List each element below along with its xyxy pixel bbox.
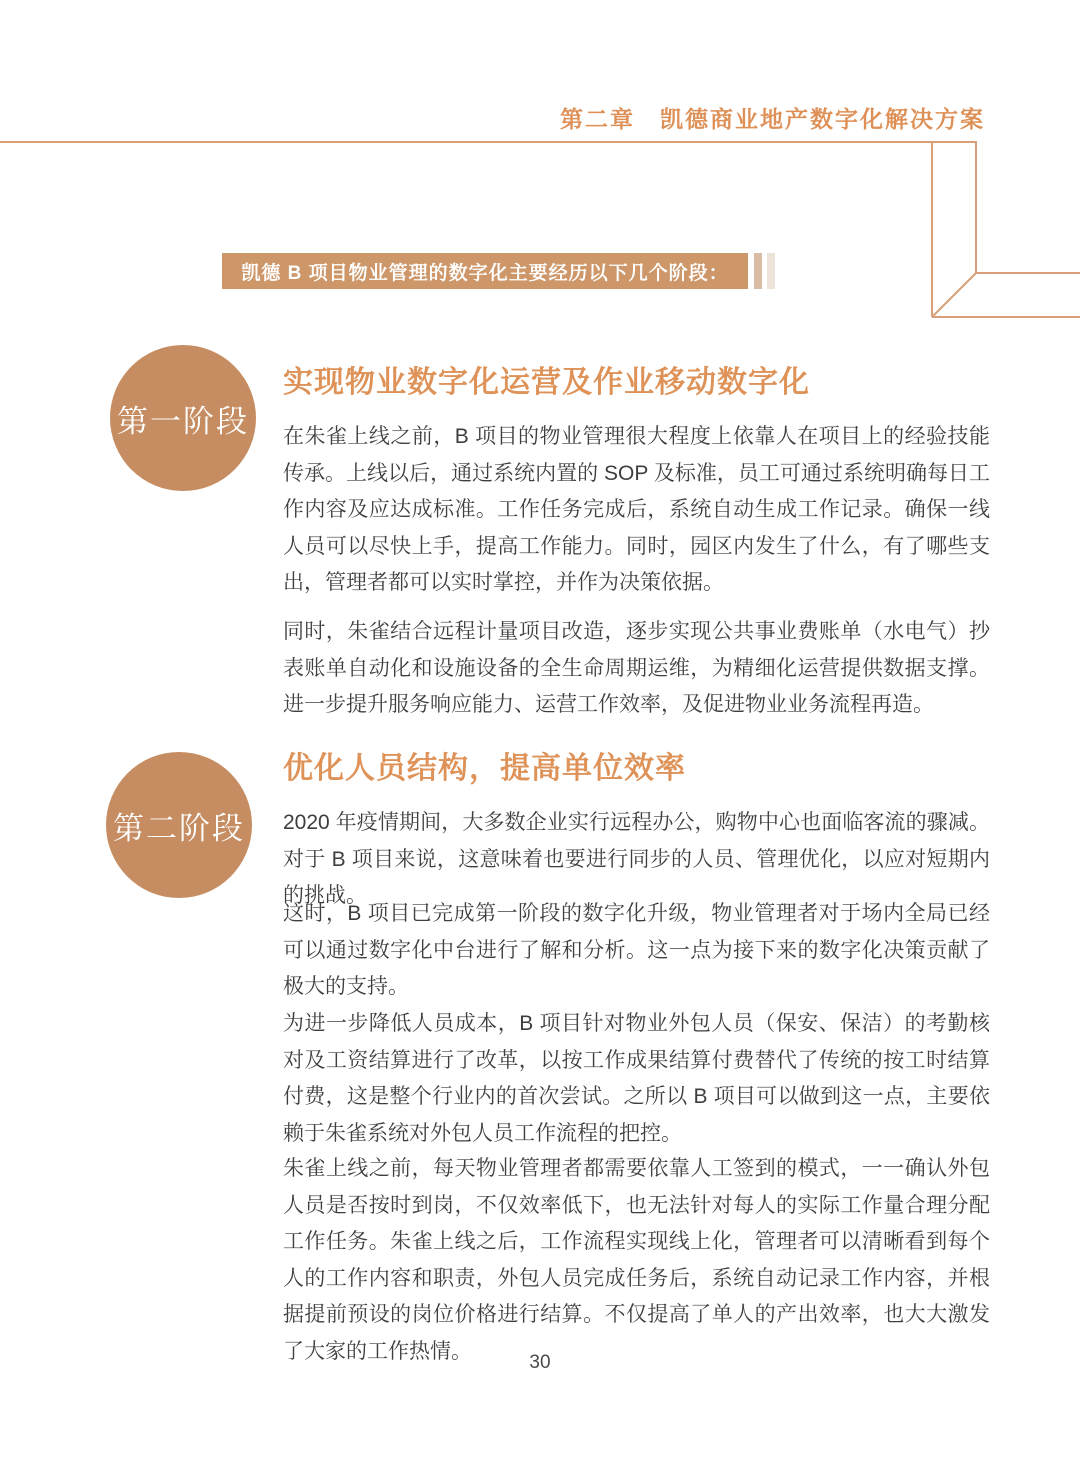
stage-2-paragraph-1: 2020 年疫情期间，大多数企业实行远程办公，购物中心也面临客流的骤减。对于 B 项目来说，这意味着也要进行同步的人员、管理优化，以应对短期内的挑战。 — [283, 811, 990, 907]
intro-banner: 凯德 B 项目物业管理的数字化主要经历以下几个阶段： — [222, 253, 748, 289]
stage-2-paragraph-2: 这时，B 项目已完成第一阶段的数字化升级，物业管理者对于场内全局已经可以通过数字化中台进行了解和分析。这一点为接下来的数字化决策贡献了极大的支持。 — [283, 902, 990, 998]
stage-1-heading: 实现物业数字化运营及作业移动数字化 — [283, 366, 810, 399]
banner-accent-bars — [754, 253, 775, 289]
stage-2-paragraph-3: 为进一步降低人员成本，B 项目针对物业外包人员（保安、保洁）的考勤核对及工资结算进行了改革，以按工作成果结算付费替代了传统的按工时结算付费，这是整个行业内的首次尝试。之所以 B 项目可以做到这一点，主要依赖于朱雀系统对外包人员工作流程的把控。 — [283, 1012, 990, 1145]
stage-1-paragraph-1: 在朱雀上线之前，B 项目的物业管理很大程度上依靠人在项目上的经验技能传承。上线以后，通过系统内置的 SOP 及标准，员工可通过系统明确每日工作内容及应达成标准。工作任务完成后，系统自动生成工作记录。确保一线人员可以尽快上手，提高工作能力。同时，园区内发生了什么，有了哪些支出，管理者都可以实时掌控，并作为决策依据。 — [283, 425, 990, 594]
page-number: 30 — [529, 1352, 551, 1373]
banner-bar-light — [767, 253, 775, 289]
stage-2-heading: 优化人员结构，提高单位效率 — [283, 752, 686, 785]
banner-bar-dark — [754, 253, 762, 289]
corner-box-decoration — [930, 141, 1080, 321]
chapter-title: 第二章 凯德商业地产数字化解决方案 — [560, 106, 985, 132]
header-rule-line — [0, 141, 976, 143]
stage-1-badge: 第一阶段 — [110, 345, 256, 491]
stage-1-paragraph-2: 同时，朱雀结合远程计量项目改造，逐步实现公共事业费账单（水电气）抄表账单自动化和设施设备的全生命周期运维，为精细化运营提供数据支撑。进一步提升服务响应能力、运营工作效率，及促进物业业务流程再造。 — [283, 620, 990, 716]
stage-2-paragraph-4: 朱雀上线之前，每天物业管理者都需要依靠人工签到的模式，一一确认外包人员是否按时到岗，不仅效率低下，也无法针对每人的实际工作量合理分配工作任务。朱雀上线之后，工作流程实现线上化，管理者可以清晰看到每个人的工作内容和职责，外包人员完成任务后，系统自动记录工作内容，并根据提前预设的岗位价格进行结算。不仅提高了单人的产出效率，也大大激发了大家的工作热情。 — [283, 1157, 990, 1363]
stage-2-badge: 第二阶段 — [106, 752, 252, 898]
